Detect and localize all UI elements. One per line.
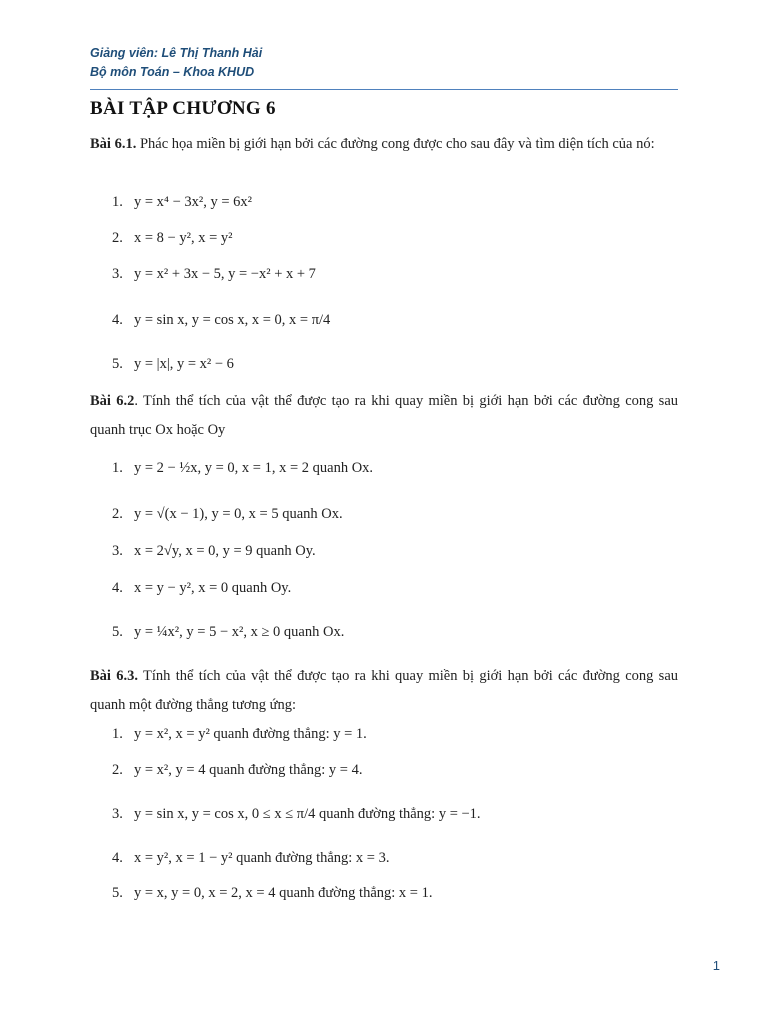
formula: x = 2√y, x = 0, y = 9 quanh Oy. bbox=[134, 543, 316, 559]
exercise-text: Tính thể tích của vật thể được tạo ra khi quay miền bị giới hạn bởi các đường cong sau quanh một đường thẳng tương ứng: bbox=[90, 668, 678, 713]
list-item: 2. y = x², y = 4 quanh đường thẳng: y = 4. bbox=[112, 762, 363, 778]
formula: x = 8 − y², x = y² bbox=[134, 230, 233, 246]
formula: y = 2 − ½x, y = 0, x = 1, x = 2 quanh Ox. bbox=[134, 460, 374, 476]
list-item: 3. y = sin x, y = cos x, 0 ≤ x ≤ π/4 quanh đường thẳng: y = −1. bbox=[112, 806, 481, 822]
list-item: 4. x = y², x = 1 − y² quanh đường thẳng: x = 3. bbox=[112, 850, 390, 866]
formula: y = √(x − 1), y = 0, x = 5 quanh Ox. bbox=[134, 506, 343, 522]
formula: y = x² + 3x − 5, y = −x² + x + 7 bbox=[134, 266, 316, 282]
formula: x = y², x = 1 − y² quanh đường thẳng: x = 3. bbox=[134, 850, 390, 866]
department: Bộ môn Toán – Khoa KHUD bbox=[90, 65, 255, 79]
list-item: 2. x = 8 − y², x = y² bbox=[112, 230, 233, 246]
exercise-label: Bài 6.1. bbox=[90, 136, 137, 152]
header-divider bbox=[90, 89, 678, 90]
list-item: 4. y = sin x, y = cos x, x = 0, x = π/4 bbox=[112, 312, 331, 328]
chapter-title: BÀI TẬP CHƯƠNG 6 bbox=[90, 98, 276, 119]
exercise-label: Bài 6.3. bbox=[90, 668, 138, 684]
lecturer-name: Giảng viên: Lê Thị Thanh Hải bbox=[90, 46, 263, 60]
list-item: 3. y = x² + 3x − 5, y = −x² + x + 7 bbox=[112, 266, 316, 282]
exercise-label: Bài 6.2 bbox=[90, 393, 135, 409]
formula: y = x, y = 0, x = 2, x = 4 quanh đường thẳng: x = 1. bbox=[134, 885, 433, 901]
exercise-6-1-prompt bbox=[90, 130, 678, 159]
exercise-6-2-prompt bbox=[90, 387, 678, 445]
exercise-6-3-prompt bbox=[90, 662, 678, 720]
page-number: 1 bbox=[712, 958, 720, 973]
list-item: 3. x = 2√y, x = 0, y = 9 quanh Oy. bbox=[112, 543, 316, 559]
list-item: 1. y = 2 − ½x, y = 0, x = 1, x = 2 quanh Ox. bbox=[112, 460, 374, 476]
formula: y = sin x, y = cos x, 0 ≤ x ≤ π/4 quanh đường thẳng: y = −1. bbox=[134, 806, 481, 822]
document-header bbox=[90, 44, 262, 82]
list-item: 1. y = x², x = y² quanh đường thẳng: y = 1. bbox=[112, 726, 367, 742]
formula: y = x⁴ − 3x², y = 6x² bbox=[134, 194, 253, 210]
list-item: 5. y = |x|, y = x² − 6 bbox=[112, 356, 234, 372]
exercise-text: Phác họa miền bị giới hạn bởi các đường cong được cho sau đây và tìm diện tích của nó: bbox=[139, 136, 655, 152]
formula: y = x², x = y² quanh đường thẳng: y = 1. bbox=[134, 726, 367, 742]
formula: y = ¼x², y = 5 − x², x ≥ 0 quanh Ox. bbox=[134, 624, 345, 640]
formula: y = x², y = 4 quanh đường thẳng: y = 4. bbox=[134, 762, 363, 778]
list-item: 2. y = √(x − 1), y = 0, x = 5 quanh Ox. bbox=[112, 506, 343, 522]
list-item: 4. x = y − y², x = 0 quanh Oy. bbox=[112, 580, 292, 596]
list-item: 5. y = x, y = 0, x = 2, x = 4 quanh đường thẳng: x = 1. bbox=[112, 885, 433, 901]
exercise-text: . Tính thể tích của vật thể được tạo ra khi quay miền bị giới hạn bởi các đường cong sau quanh trục Ox hoặc Oy bbox=[90, 393, 679, 438]
formula: x = y − y², x = 0 quanh Oy. bbox=[134, 580, 292, 596]
formula: y = |x|, y = x² − 6 bbox=[134, 356, 234, 372]
list-item: 1. y = x⁴ − 3x², y = 6x² bbox=[112, 194, 253, 210]
list-item: 5. y = ¼x², y = 5 − x², x ≥ 0 quanh Ox. bbox=[112, 624, 345, 640]
formula: y = sin x, y = cos x, x = 0, x = π/4 bbox=[134, 312, 331, 328]
